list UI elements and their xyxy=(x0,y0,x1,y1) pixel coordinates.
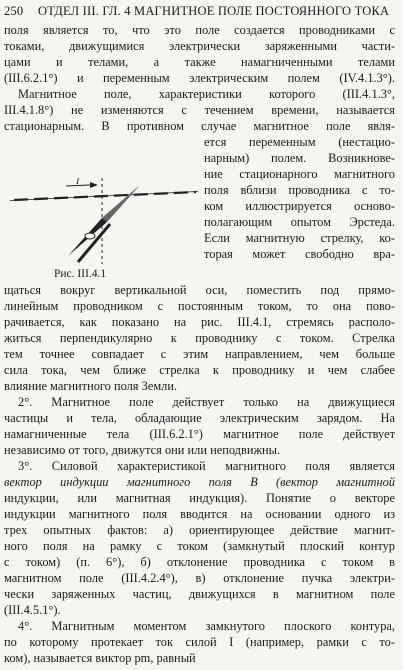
text-line: 4°. Магнитным моментом замкнутого плоского контура, xyxy=(18,619,395,633)
text-line: независимо от того, движутся они или неподвижны. xyxy=(4,443,281,457)
text-line: частицы и тела, обладающие электрическим зарядом. На xyxy=(4,411,395,425)
text-line: (III.4.5.1°). xyxy=(4,603,61,617)
text-line: ние стационарного магнитного xyxy=(204,167,395,181)
text-line: индукции магнитного поля вводится на основании одного из xyxy=(4,507,395,521)
figure-caption: Рис. III.4.1 xyxy=(54,268,107,280)
text-line: по которому протекает ток силой I (например, рамки с то- xyxy=(4,635,395,649)
text-line: индукции, или магнитная индукция). Понятие о векторе xyxy=(4,491,395,505)
oersted-figure xyxy=(6,178,200,264)
text-line: с током) (п. 6°), б) отклонение проводника с током в xyxy=(4,555,395,569)
text-line: III.4.1.8°) не изменяются с течением времени, называется xyxy=(4,103,395,117)
text-line: 3°. Силовой характеристикой магнитного поля является xyxy=(18,459,395,473)
text-line: рачивается, как показано на рис. III.4.1, стремясь располо- xyxy=(4,315,395,329)
text-line: линейным проводником с постоянным током, то она пово- xyxy=(4,299,395,313)
text-line: трех опытных фактов: а) ориентирующее действие магнит- xyxy=(4,523,395,537)
text-line: сила тока, чем ближе стрелка к проводнику и чем слабее xyxy=(4,363,395,377)
text-line: 2°. Магнитное поле действует только на движущиеся xyxy=(18,395,395,409)
text-line: ется переменным (нестацио- xyxy=(204,135,395,149)
text-line: чески заряженных частиц, движущихся в магнитном поле xyxy=(4,587,395,601)
page-header xyxy=(4,4,397,20)
text-line: Если магнитную стрелку, ко- xyxy=(204,231,395,245)
text-line: житься перпендикулярно к проводнику с током. Стрелка xyxy=(4,331,395,345)
text-line: полагающим опытом Эрстеда. xyxy=(204,215,395,229)
text-line: стационарным. В противном случае магнитное поле явля- xyxy=(4,119,395,133)
running-title: ОТДЕЛ III. ГЛ. 4 МАГНИТНОЕ ПОЛЕ ПОСТОЯННОГО ТОКА xyxy=(38,4,390,18)
text-line: (III.6.2.1°) и переменным электрическим полем (IV.4.1.3°). xyxy=(4,71,395,85)
text-line: ком иллюстрируется осново- xyxy=(204,199,395,213)
text-line: вектор индукции магнитного поля B (вектор магнитной xyxy=(4,475,395,489)
text-line: поля является то, что это поле создается проводниками с xyxy=(4,23,395,37)
text-line: щаться вокруг вертикальной оси, поместить под прямо- xyxy=(4,283,395,297)
text-line: намагниченные тела (III.6.2.1°) магнитное поле действует xyxy=(4,427,395,441)
text-line: ного поля на рамку с током (замкнутый плоский контур xyxy=(4,539,395,553)
text-line: тем точнее совпадает с этим направлением, чем больше xyxy=(4,347,395,361)
text-line: Магнитное поле, характеристики которого (III.4.1.3°, xyxy=(18,87,395,101)
figure-current-label: I xyxy=(76,178,80,187)
text-line: поля вблизи проводника с то- xyxy=(204,183,395,197)
text-line: цами и телами, а также намагниченными телами xyxy=(4,55,395,69)
page-number: 250 xyxy=(4,4,24,18)
text-line: влияние магнитного поля Земли. xyxy=(4,379,178,393)
text-line: нарным) полем. Возникнове- xyxy=(204,151,395,165)
text-line: токами, движущимися электрически заряженными части- xyxy=(4,39,395,53)
text-line: торая может свободно вра- xyxy=(204,247,395,261)
text-line: ком), называется виктор pm, равный xyxy=(4,651,196,665)
text-line: магнитном поле (III.4.2.4°), в) отклонение пучка электри- xyxy=(4,571,395,585)
